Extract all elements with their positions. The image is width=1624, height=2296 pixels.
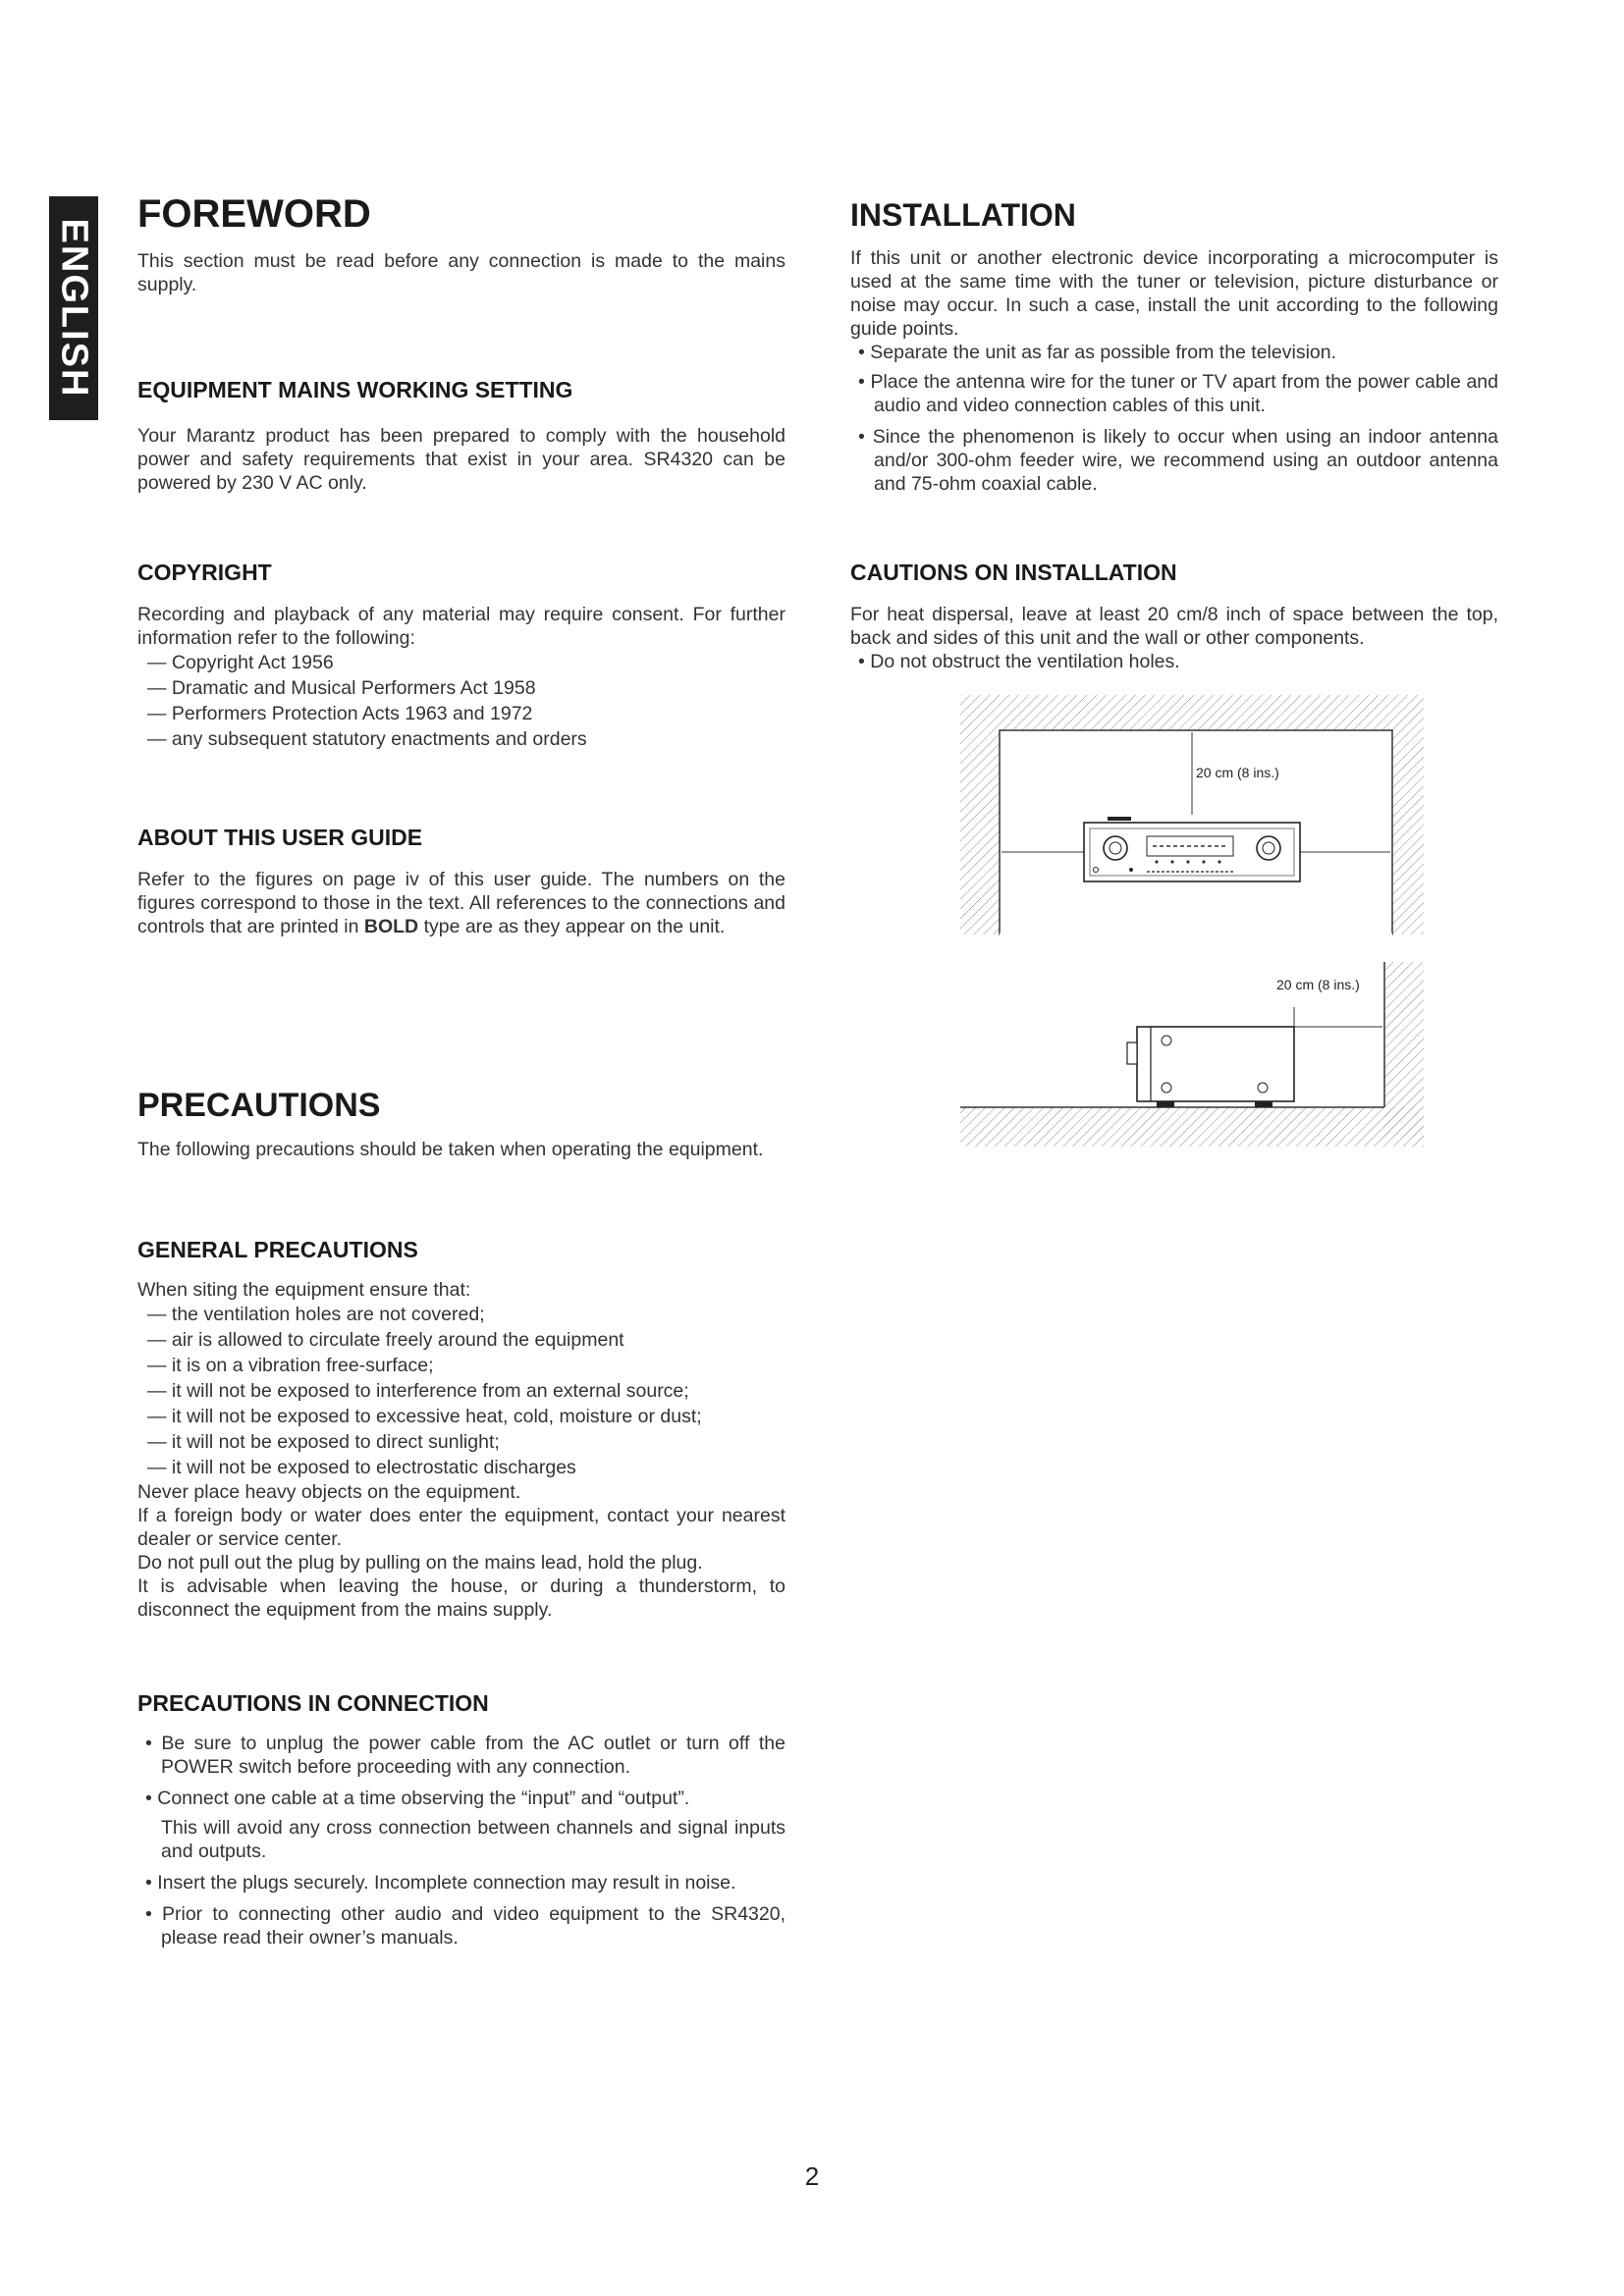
general-lead: When siting the equipment ensure that: (137, 1278, 471, 1301)
connection-list (137, 1732, 785, 1810)
mains-title: EQUIPMENT MAINS WORKING SETTING (137, 377, 573, 402)
volume-knob-icon (1104, 836, 1127, 860)
cautions-text: For heat dispersal, leave at least 20 cm/8 inch of space between the top, back and sides of this unit and the wall or other components. (850, 603, 1498, 649)
list-item: • Since the phenomenon is likely to occur when using an indoor antenna and/or 300-ohm feeder wire, we recommend using an outdoor antenna and 75-ohm coaxial cable. (850, 425, 1498, 496)
cautions-title: CAUTIONS ON INSTALLATION (850, 560, 1177, 585)
list-item: — it will not be exposed to direct sunlight; (137, 1429, 785, 1455)
general-para-2: If a foreign body or water does enter the equipment, contact your nearest dealer or service center. (137, 1504, 785, 1550)
list-item: • Separate the unit as far as possible from the television. (850, 341, 1498, 364)
list-item: • Be sure to unplug the power cable from the AC outlet or turn off the POWER switch before proceeding with any connection. (137, 1732, 785, 1779)
page-number: 2 (804, 2162, 820, 2191)
cautions-list (850, 650, 1498, 673)
general-para-3: Do not pull out the plug by pulling on the mains lead, hold the plug. (137, 1551, 703, 1574)
connection-section (137, 1690, 785, 1957)
general-title: GENERAL PRECAUTIONS (137, 1237, 418, 1262)
list-item: — air is allowed to circulate freely around the equipment (137, 1327, 785, 1353)
list-item: — Dramatic and Musical Performers Act 1958 (137, 675, 785, 701)
precautions-section (137, 1088, 785, 1161)
about-bold-word: BOLD (363, 915, 419, 937)
list-item: • Prior to connecting other audio and video equipment to the SR4320, please read their owner’s manuals. (137, 1902, 785, 1949)
list-item: — Copyright Act 1956 (137, 650, 785, 675)
list-item: — it will not be exposed to interference from an external source; (137, 1378, 785, 1404)
floor-hatching (960, 1107, 1424, 1147)
connection-title: PRECAUTIONS IN CONNECTION (137, 1690, 489, 1716)
installation-clearance-diagram (960, 695, 1424, 1148)
foreword-intro: This section must be read before any connection is made to the mains supply. (137, 250, 785, 295)
installation-text: If this unit or another electronic device incorporating a microcomputer is used at the same time with the tuner or television, picture disturbance or noise may occur. In such a case, install the unit according to the following guide points. (850, 247, 1498, 341)
input-knob-icon (1257, 836, 1280, 860)
top-clearance-label: 20 cm (8 ins.) (1196, 765, 1279, 780)
side-view (960, 962, 1424, 1147)
general-precautions-section (137, 1237, 785, 1622)
copyright-list (137, 650, 785, 752)
back-clearance-label: 20 cm (8 ins.) (1276, 977, 1360, 992)
foreword-title: FOREWORD (137, 192, 371, 236)
connection-note: This will avoid any cross connection between channels and signal inputs and outputs. (161, 1816, 785, 1862)
mains-text: Your Marantz product has been prepared to comply with the household power and safety requirements that exist in your area. SR4320 can be powered by 230 V AC only. (137, 424, 785, 494)
about-text-before: Refer to the figures on page iv of this user guide. The numbers on the figures correspond to those in the text. All references to the connections and controls that are printed in (137, 868, 785, 937)
about-section (137, 825, 785, 938)
general-list (137, 1302, 785, 1480)
precautions-title: PRECAUTIONS (137, 1087, 381, 1124)
list-item: • Insert the plugs securely. Incomplete connection may result in noise. (137, 1871, 785, 1895)
list-item: • Connect one cable at a time observing the “input” and “output”. (137, 1787, 785, 1810)
about-text (137, 868, 785, 938)
connection-list-2 (137, 1871, 785, 1949)
copyright-section (137, 560, 785, 752)
receiver-side (1127, 1027, 1294, 1107)
list-item: — it is on a vibration free-surface; (137, 1353, 785, 1378)
general-para-1: Never place heavy objects on the equipment. (137, 1480, 521, 1503)
list-item: — the ventilation holes are not covered; (137, 1302, 785, 1327)
mains-section (137, 377, 785, 495)
list-item: — it will not be exposed to electrostatic discharges (137, 1455, 785, 1480)
front-view (960, 695, 1424, 934)
foreword-section (137, 192, 785, 296)
cautions-section (850, 560, 1498, 673)
about-title: ABOUT THIS USER GUIDE (137, 825, 423, 850)
about-text-after: type are as they appear on the unit. (423, 915, 726, 937)
precautions-intro: The following precautions should be taken when operating the equipment. (137, 1139, 764, 1161)
copyright-title: COPYRIGHT (137, 560, 272, 585)
list-item: — any subsequent statutory enactments and orders (137, 726, 785, 752)
general-para-4: It is advisable when leaving the house, or during a thunderstorm, to disconnect the equipment from the mains supply. (137, 1575, 785, 1621)
installation-section (850, 198, 1498, 504)
brand-logo (1108, 817, 1131, 821)
copyright-text: Recording and playback of any material may require consent. For further information refer to the following: (137, 603, 785, 649)
list-item: — it will not be exposed to excessive heat, cold, moisture or dust; (137, 1404, 785, 1429)
receiver-front (1084, 817, 1300, 881)
installation-title: INSTALLATION (850, 197, 1076, 233)
language-tab-label: ENGLISH (53, 218, 95, 399)
language-tab (49, 196, 98, 420)
list-item: • Do not obstruct the ventilation holes. (850, 650, 1498, 673)
installation-list (850, 341, 1498, 496)
list-item: — Performers Protection Acts 1963 and 1972 (137, 701, 785, 726)
list-item: • Place the antenna wire for the tuner or TV apart from the power cable and audio and video connection cables of this unit. (850, 370, 1498, 417)
